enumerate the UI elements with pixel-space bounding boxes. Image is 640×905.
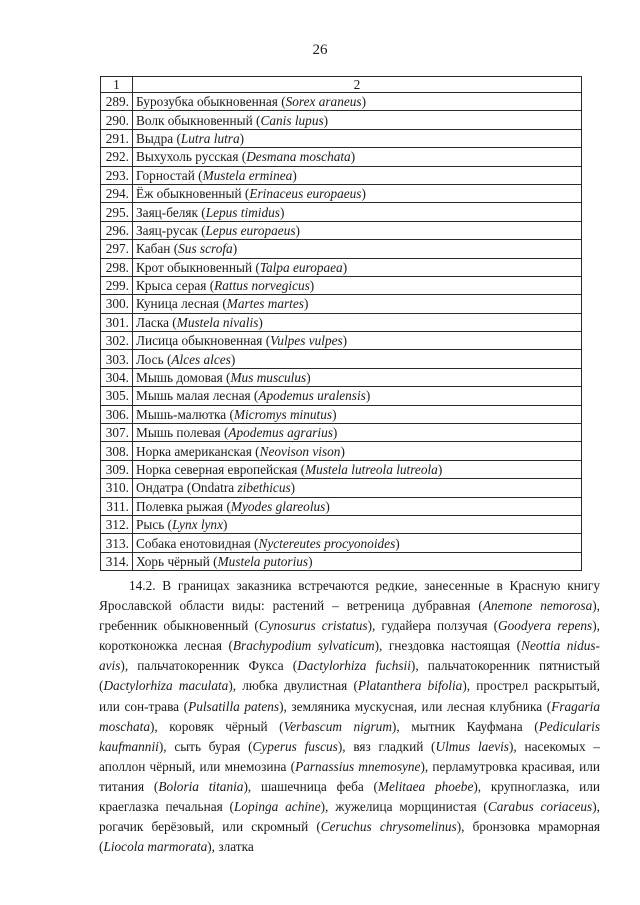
- page-number: 26: [312, 42, 328, 58]
- table-row: [101, 552, 582, 570]
- closing-paren: ): [232, 241, 238, 257]
- latin-term: Cynosurus cristatus: [258, 618, 368, 634]
- latin-name: Lynx lynx: [172, 517, 223, 533]
- latin-name: Myodes glareolus: [230, 498, 326, 514]
- table-row: [101, 240, 582, 258]
- species-name-cell: [133, 405, 582, 423]
- common-name: Мышь полевая (: [136, 425, 229, 441]
- common-name: Норка северная европейская (: [136, 462, 306, 477]
- common-name: Рысь (: [136, 517, 173, 533]
- row-number: 296.: [101, 221, 133, 239]
- row-number: 295.: [101, 203, 133, 221]
- latin-name: Lepus timidus: [205, 204, 280, 220]
- species-name-cell: [133, 332, 582, 350]
- closing-paren: ): [437, 462, 443, 477]
- species-table: [100, 76, 582, 571]
- row-number: 291.: [101, 129, 133, 147]
- common-name: Лисица обыкновенная (: [136, 333, 271, 349]
- closing-paren: ): [308, 553, 313, 569]
- common-name: Ондатра (Ondatra: [136, 480, 238, 496]
- table-body: [101, 93, 582, 571]
- common-name: Лось (: [136, 351, 172, 367]
- common-name: Крыса серая (: [136, 278, 215, 294]
- species-name-cell: [133, 240, 582, 258]
- latin-term: Anemone nemorosa: [482, 598, 593, 614]
- text-run: ), пальчатокоренник пятнистый (: [99, 658, 600, 694]
- closing-paren: ): [342, 259, 348, 275]
- common-name: Мышь-малютка (: [136, 406, 234, 422]
- species-name-cell: [133, 479, 582, 497]
- species-name-cell: [133, 276, 582, 294]
- paragraph-text: [99, 576, 600, 857]
- closing-paren: ): [303, 296, 309, 312]
- row-number: 310.: [101, 479, 133, 497]
- table-row: [101, 534, 582, 552]
- species-name-cell: [133, 442, 582, 460]
- species-name-cell: [133, 148, 582, 166]
- latin-name: Apodemus agrarius: [228, 425, 333, 441]
- row-number: 300.: [101, 295, 133, 313]
- table-row: [101, 129, 582, 147]
- row-number: 314.: [101, 552, 133, 570]
- row-number: 294.: [101, 184, 133, 202]
- latin-term: Goodyera repens: [498, 618, 593, 634]
- table-row: [101, 166, 582, 184]
- row-number: 304.: [101, 368, 133, 386]
- common-name: Мышь домовая (: [136, 370, 231, 386]
- text-run: ), прострел раскрытый, или сон-трава (: [99, 678, 600, 714]
- latin-name: Lepus europaeus: [205, 222, 296, 238]
- latin-term: Carabus coriaceus: [487, 799, 593, 815]
- row-number: 311.: [101, 497, 133, 515]
- common-name: Полевка рыжая (: [136, 498, 231, 514]
- latin-term: Boloria titania: [158, 778, 244, 794]
- table-row: [101, 368, 582, 386]
- closing-paren: ): [365, 388, 371, 404]
- column-header-name: 2: [133, 77, 582, 93]
- latin-term: Ceruchus chrysomelinus: [320, 819, 457, 835]
- species-name-cell: [133, 387, 582, 405]
- latin-term: Dactylorhiza fuchsii: [297, 658, 411, 674]
- table-row: [101, 203, 582, 221]
- common-name: Крот обыкновенный (: [136, 259, 260, 275]
- species-name-cell: [133, 166, 582, 184]
- common-name: Ёж обыкновенный (: [136, 186, 250, 202]
- row-number: 306.: [101, 405, 133, 423]
- species-name-cell: [133, 350, 582, 368]
- closing-paren: ): [309, 278, 315, 294]
- text-run: ), коротконожка лесная (: [99, 618, 600, 654]
- text-run: ), коровяк чёрный (: [149, 718, 284, 734]
- latin-term: Dactylorhiza maculata: [103, 678, 229, 694]
- closing-paren: ): [340, 443, 345, 459]
- latin-name: Talpa europaea: [259, 259, 343, 275]
- latin-name: Micromys minutus: [233, 406, 333, 422]
- latin-term: Brachypodium sylvaticum: [232, 638, 375, 654]
- latin-name: Canis lupus: [260, 112, 324, 128]
- common-name: Хорь чёрный (: [136, 553, 218, 569]
- text-run: ), земляника мускусная, или лесная клубника (: [279, 698, 552, 714]
- closing-paren: ): [290, 480, 296, 496]
- closing-paren: ): [230, 351, 236, 367]
- species-name-cell: [133, 534, 582, 552]
- latin-name: Desmana moschata: [246, 149, 351, 165]
- latin-name: Alces alces: [171, 351, 231, 367]
- closing-paren: ): [361, 94, 367, 110]
- text-run: ), гудайера ползучая (: [367, 618, 499, 634]
- text-run: 14.2. В границах заказника встречаются редкие, занесенные в Красную книгу Ярославской области виды: растений – ветреница дубравная (: [99, 578, 600, 614]
- text-run: ), шашечница феба (: [243, 778, 378, 794]
- latin-name: Sorex araneus: [285, 94, 362, 110]
- row-number: 301.: [101, 313, 133, 331]
- table-row: [101, 405, 582, 423]
- closing-paren: ): [342, 333, 348, 349]
- table-row: [101, 424, 582, 442]
- text-run: ), мытник Кауфмана (: [391, 718, 539, 734]
- row-number: 308.: [101, 442, 133, 460]
- latin-name: Mustela lutreola lutreola: [305, 462, 438, 477]
- closing-paren: ): [239, 130, 245, 146]
- table-row: [101, 221, 582, 239]
- text-run: ), бронзовка мраморная (: [99, 819, 600, 855]
- text-run: ), перламутровка красивая, или титания (: [99, 758, 600, 794]
- text-run: ), сыть бурая (: [158, 738, 253, 754]
- table-row: [101, 258, 582, 276]
- closing-paren: ): [350, 149, 356, 165]
- closing-paren: ): [325, 498, 330, 514]
- row-number: 297.: [101, 240, 133, 258]
- common-name: Куница лесная (: [136, 296, 227, 312]
- text-run: ), пальчатокоренник Фукса (: [120, 658, 298, 674]
- latin-name: Mustela erminea: [202, 167, 293, 183]
- table-row: [101, 350, 582, 368]
- table-row: [101, 442, 582, 460]
- species-name-cell: [133, 295, 582, 313]
- closing-paren: ): [292, 167, 297, 183]
- common-name: Ласка (: [136, 314, 177, 330]
- species-name-cell: [133, 184, 582, 202]
- latin-name: zibethicus: [237, 480, 291, 496]
- closing-paren: ): [323, 112, 329, 128]
- species-name-cell: [133, 129, 582, 147]
- common-name: Норка американская (: [136, 443, 260, 459]
- common-name: Волк обыкновенный (: [136, 112, 261, 128]
- row-number: 313.: [101, 534, 133, 552]
- species-name-cell: [133, 93, 582, 111]
- row-number: 299.: [101, 276, 133, 294]
- text-run: ), вяз гладкий (: [337, 738, 436, 754]
- row-number: 290.: [101, 111, 133, 129]
- species-name-cell: [133, 497, 582, 515]
- common-name: Выдра (: [136, 130, 181, 146]
- row-number: 292.: [101, 148, 133, 166]
- text-run: ), крупноглазка, или краеглазка печальная (: [99, 778, 600, 815]
- latin-term: Melitaea phoebe: [377, 778, 474, 794]
- latin-term: Cyperus fuscus: [252, 738, 338, 754]
- table-row: [101, 515, 582, 533]
- table-row: [101, 332, 582, 350]
- closing-paren: ): [295, 222, 300, 238]
- row-number: 312.: [101, 515, 133, 533]
- latin-name: Lutra lutra: [180, 130, 240, 146]
- latin-term: Platanthera bifolia: [357, 678, 463, 694]
- common-name: Бурозубка обыкновенная (: [136, 94, 286, 110]
- latin-name: Sus scrofa: [178, 241, 233, 257]
- text-run: ), жужелица морщинистая (: [320, 799, 488, 815]
- closing-paren: ): [222, 517, 228, 533]
- table-row: [101, 276, 582, 294]
- latin-term: Neottia nidus-avis: [99, 638, 600, 674]
- latin-name: Rattus norvegicus: [214, 278, 310, 294]
- common-name: Горностай (: [136, 167, 203, 183]
- latin-name: Nyctereutes procyonoides: [258, 535, 396, 551]
- common-name: Собака енотовидная (: [136, 535, 259, 551]
- text-run: ), златка: [207, 839, 254, 855]
- species-name-cell: [133, 552, 582, 570]
- table-row: [101, 313, 582, 331]
- table-row: [101, 460, 582, 478]
- latin-name: Mustela nivalis: [176, 314, 259, 330]
- table-row: [101, 387, 582, 405]
- closing-paren: ): [332, 406, 337, 422]
- latin-name: Apodemus uralensis: [258, 388, 366, 404]
- latin-name: Mus musculus: [230, 370, 307, 386]
- section-14-2-paragraph: [99, 576, 600, 857]
- table-row: [101, 93, 582, 111]
- closing-paren: ): [306, 370, 311, 386]
- closing-paren: ): [361, 186, 366, 202]
- latin-term: Pedicularis kaufmannii: [99, 718, 600, 754]
- latin-name: Vulpes vulpes: [270, 333, 343, 349]
- species-name-cell: [133, 424, 582, 442]
- species-name-cell: [133, 221, 582, 239]
- species-name-cell: [133, 258, 582, 276]
- latin-name: Martes martes: [226, 296, 304, 312]
- latin-term: Pulsatilla patens: [188, 698, 280, 714]
- closing-paren: ): [279, 204, 285, 220]
- common-name: Выхухоль русская (: [136, 149, 247, 165]
- species-name-cell: [133, 368, 582, 386]
- table-row: [101, 184, 582, 202]
- row-number: 298.: [101, 258, 133, 276]
- common-name: Заяц-русак (: [136, 222, 206, 238]
- latin-term: Ulmus laevis: [435, 738, 509, 754]
- latin-term: Fragaria moschata: [99, 698, 600, 734]
- species-name-cell: [133, 313, 582, 331]
- row-number: 302.: [101, 332, 133, 350]
- latin-term: Lopinga achine: [233, 799, 321, 815]
- latin-name: Erinaceus europaeus: [249, 186, 362, 202]
- row-number: 293.: [101, 166, 133, 184]
- species-name-cell: [133, 111, 582, 129]
- row-number: 309.: [101, 460, 133, 478]
- text-run: ), рогачик берёзовый, или скромный (: [99, 799, 600, 835]
- text-run: ), гнездовка настоящая (: [374, 638, 522, 654]
- table-row: [101, 148, 582, 166]
- table-row: [101, 479, 582, 497]
- common-name: Мышь малая лесная (: [136, 388, 259, 404]
- species-name-cell: [133, 203, 582, 221]
- row-number: 303.: [101, 350, 133, 368]
- text-run: ), любка двулистная (: [228, 678, 358, 694]
- table-row: [101, 497, 582, 515]
- latin-term: Parnassius mnemosyne: [295, 758, 421, 774]
- latin-name: Neovison vison: [259, 443, 341, 459]
- closing-paren: ): [395, 535, 400, 551]
- row-number: 305.: [101, 387, 133, 405]
- latin-term: Liocola marmorata: [103, 839, 208, 855]
- row-number: 289.: [101, 93, 133, 111]
- species-name-cell: [133, 515, 582, 533]
- row-number: 307.: [101, 424, 133, 442]
- table-row: [101, 295, 582, 313]
- text-run: ), гребенник обыкновенный (: [99, 598, 600, 634]
- common-name: Заяц-беляк (: [136, 204, 206, 220]
- closing-paren: ): [258, 314, 263, 330]
- table-header-row: [101, 77, 582, 93]
- closing-paren: ): [332, 425, 338, 441]
- common-name: Кабан (: [136, 241, 179, 257]
- table-row: [101, 111, 582, 129]
- text-run: ), насекомых – аполлон чёрный, или мнемозина (: [99, 738, 601, 774]
- latin-term: Verbascum nigrum: [283, 718, 392, 734]
- column-header-number: 1: [101, 77, 133, 93]
- species-name-cell: [133, 460, 582, 478]
- latin-name: Mustela putorius: [217, 553, 309, 569]
